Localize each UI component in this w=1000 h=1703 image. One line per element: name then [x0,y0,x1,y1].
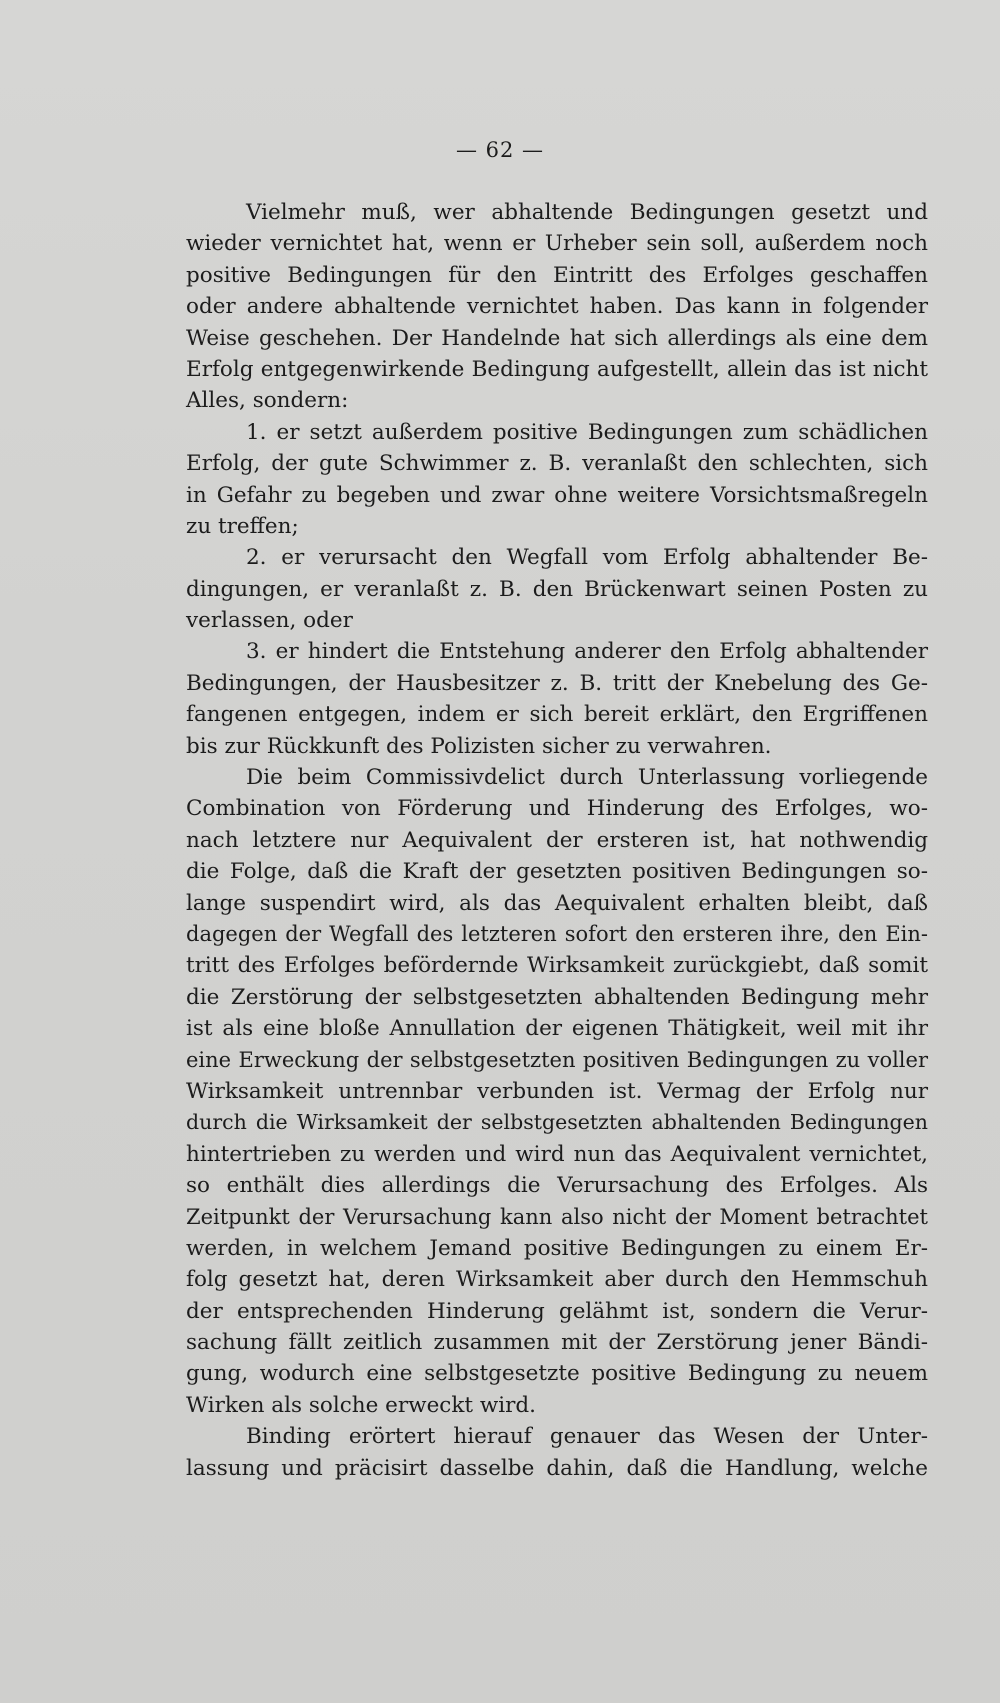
text-line: die Folge, daß die Kraft der gesetzten positiven Bedingungen so- [186,859,928,885]
text-line: nach letztere nur Aequivalent der ersteren ist, hat nothwendig [186,827,928,853]
text-line: sachung fällt zeitlich zusammen mit der Zerstörung jener Bändi- [186,1330,928,1356]
text-line: Weise geschehen. Der Handelnde hat sich allerdings als eine dem [186,325,928,351]
text-line: Bedingungen, der Hausbesitzer z. B. tritt der Knebelung des Ge- [186,670,928,696]
text-line: Alles, sondern: [186,388,349,414]
text-line: der entsprechenden Hinderung gelähmt ist, sondern die Verur- [186,1298,928,1324]
text-line: Wirken als solche erweckt wird. [186,1392,536,1418]
text-line: Erfolg entgegenwirkende Bedingung aufgestellt, allein das ist nicht [186,356,928,382]
text-line: Erfolg, der gute Schwimmer z. B. veranlaßt den schlechten, sich [186,451,928,477]
text-line: so enthält dies allerdings die Verursachung des Erfolges. Als [186,1173,928,1199]
text-line: lange suspendirt wird, als das Aequivalent erhalten bleibt, daß [186,890,928,916]
page-number: — 62 — [455,138,545,162]
text-line: positive Bedingungen für den Eintritt des Erfolges geschaffen [186,262,928,288]
text-line: fangenen entgegen, indem er sich bereit erklärt, den Ergriffenen [186,702,928,728]
text-line: Die beim Commissivdelict durch Unterlassung vorliegende [246,765,928,791]
text-line: folg gesetzt hat, deren Wirksamkeit aber durch den Hemmschuh [186,1267,928,1293]
text-line: durch die Wirksamkeit der selbstgesetzten abhaltenden Bedingungen [186,1110,928,1135]
text-line: zu treffen; [186,513,299,539]
text-line: lassung und präcisirt dasselbe dahin, daß die Handlung, welche [186,1455,928,1481]
text-line: dingungen, er veranlaßt z. B. den Brückenwart seinen Posten zu [186,576,928,602]
text-line: dagegen der Wegfall des letzteren sofort den ersteren ihre, den Ein- [186,921,928,946]
text-line: oder andere abhaltende vernichtet haben. Das kann in folgender [186,294,928,320]
text-line: Vielmehr muß, wer abhaltende Bedingungen gesetzt und [246,200,928,225]
text-line: verlassen, oder [186,608,353,634]
text-line: Binding erörtert hierauf genauer das Wesen der Unter- [246,1424,928,1450]
text-line: ist als eine bloße Annullation der eigenen Thätigkeit, weil mit ihr [186,1016,928,1042]
text-line: 2. er verursacht den Wegfall vom Erfolg abhaltender Be- [246,545,928,571]
text-line: Combination von Förderung und Hinderung des Erfolges, wo- [186,796,928,822]
text-line: bis zur Rückkunft des Polizisten sicher zu verwahren. [186,733,772,759]
text-line: gung, wodurch eine selbstgesetzte positive Bedingung zu neuem [186,1361,928,1387]
text-line: Wirksamkeit untrennbar verbunden ist. Vermag der Erfolg nur [186,1078,928,1104]
text-line: in Gefahr zu begeben und zwar ohne weitere Vorsichtsmaßregeln [186,482,928,508]
text-line: eine Erweckung der selbstgesetzten positiven Bedingungen zu voller [186,1047,928,1072]
text-line: 3. er hindert die Entstehung anderer den Erfolg abhaltender [246,639,928,665]
text-line: tritt des Erfolges befördernde Wirksamkeit zurückgiebt, daß somit [186,953,928,979]
text-line: wieder vernichtet hat, wenn er Urheber sein soll, außerdem noch [186,231,928,257]
text-line: Zeitpunkt der Verursachung kann also nicht der Moment betrachtet [186,1204,928,1229]
text-line: die Zerstörung der selbstgesetzten abhaltenden Bedingung mehr [186,984,928,1010]
body-text [186,197,928,1484]
text-line: 1. er setzt außerdem positive Bedingungen zum schädlichen [246,419,928,445]
text-line: werden, in welchem Jemand positive Bedingungen zu einem Er- [186,1235,928,1261]
text-line: hintertrieben zu werden und wird nun das Aequivalent vernichtet, [186,1141,928,1167]
